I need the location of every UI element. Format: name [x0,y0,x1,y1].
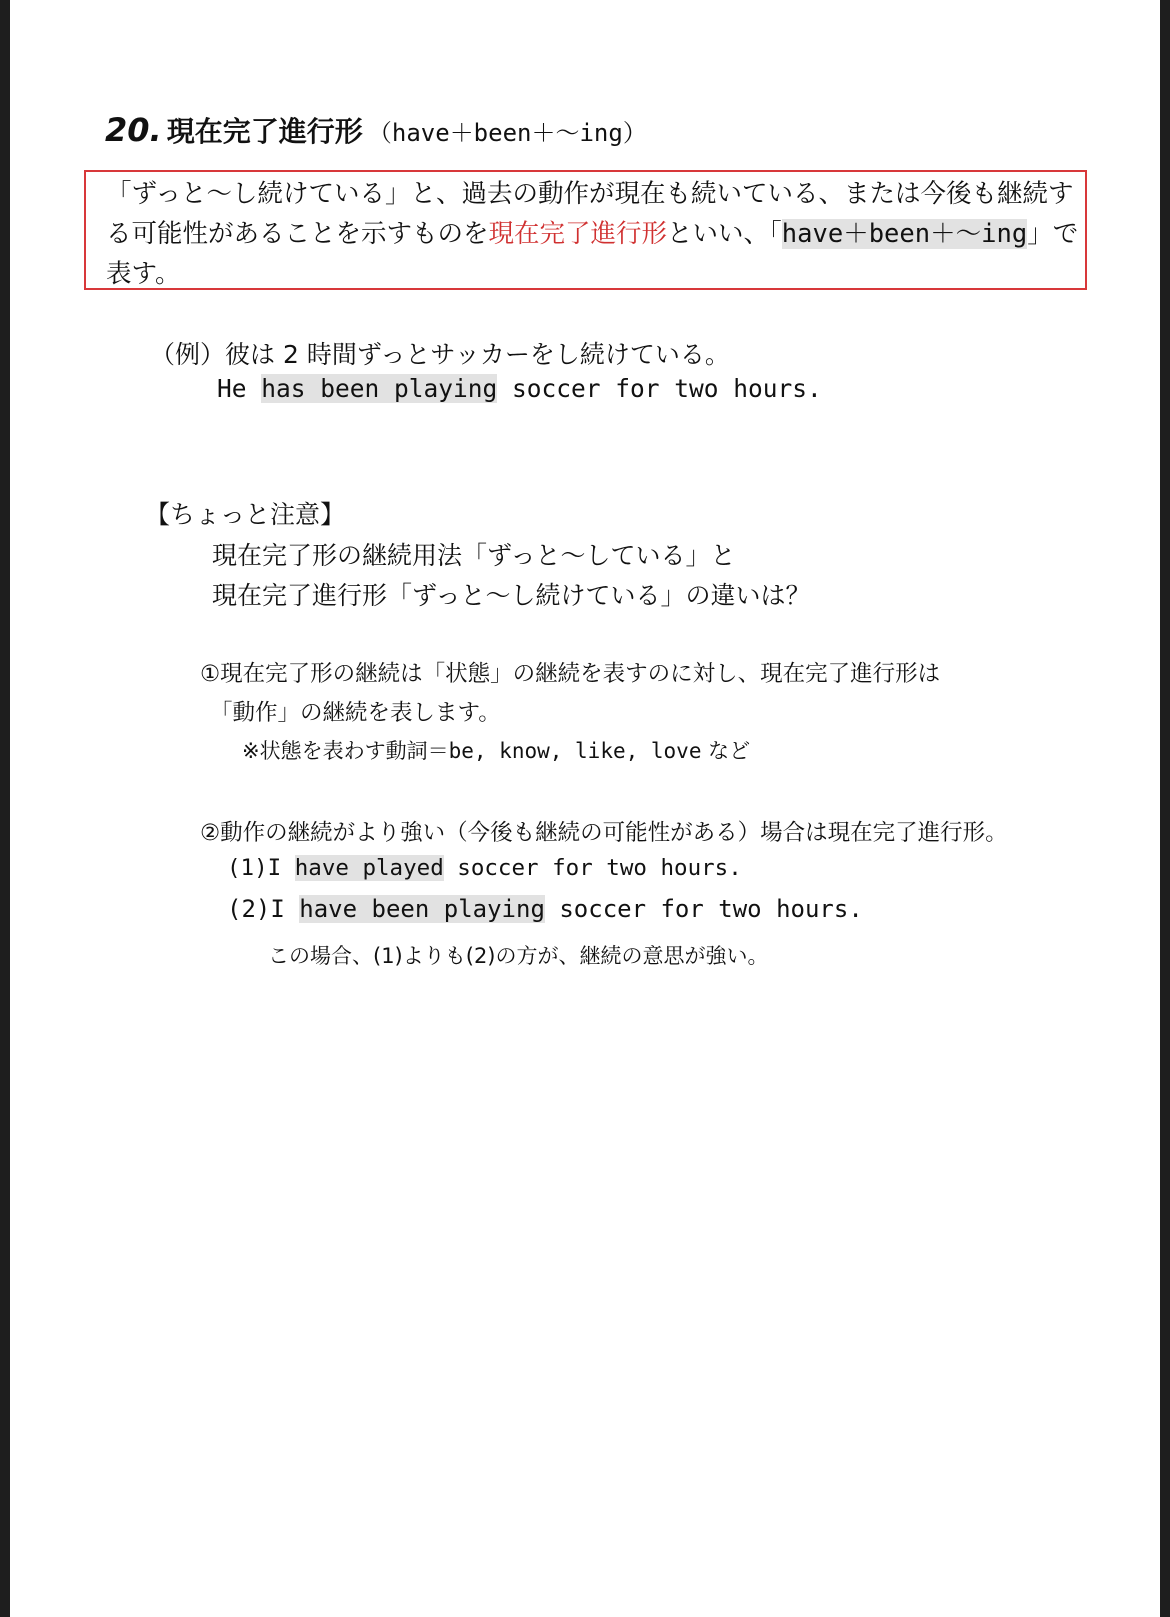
example-en-post: soccer for two hours. [497,374,822,403]
ex1-post: soccer for two hours. [443,855,742,881]
section-number: 20. [105,111,162,149]
caution-line-1: 現在完了形の継続用法「ずっと～している」と [212,541,736,570]
ex1-pre: (1)I [227,855,295,881]
section-title [105,110,647,150]
definition-formula-b: ＋～ing [930,219,1028,249]
definition-text [106,174,1081,294]
point-1-note [242,735,750,765]
example-en-pre: He [217,374,262,403]
section-formula: have＋been＋～ing [391,119,623,147]
example-label: （例） [150,340,226,369]
ex2-pre: (2)I [227,895,300,923]
point-1-line-2: 「動作」の継続を表します。 [210,700,501,726]
point-2-example-2 [227,895,863,923]
point-1-note-pre: ※状態を表わす動詞＝ [242,739,449,763]
ex1-highlight: have played [294,855,444,881]
point-2-line-1: ②動作の継続がより強い（今後も継続の可能性がある）場合は現在完了進行形。 [200,820,1008,846]
caution-heading: 【ちょっと注意】 [145,500,346,529]
section-heading: 現在完了進行形 [166,115,363,148]
point-1-note-verbs: be, know, like, love [448,739,702,763]
point-2-note: この場合、(1)よりも(2)の方が、継続の意思が強い。 [268,944,769,968]
example-english [217,374,822,403]
document-page [10,0,1160,1617]
definition-term: 現在完了進行形 [488,219,668,249]
point-1-note-post: など [701,739,751,763]
point-2-example-1 [227,855,742,881]
formula-paren-open: （ [367,119,392,147]
caution-line-2: 現在完了進行形「ずっと～し続けている」の違いは？ [212,581,811,610]
definition-part-3: 」で表す。 [106,219,1079,289]
example-jp-text: 彼は 2 時間ずっとサッカーをし続けている。 [225,340,730,369]
ex2-post: soccer for two hours. [544,895,863,923]
ex2-highlight: have been playing [299,895,545,923]
definition-part-2: といい、「 [667,219,782,249]
point-1-line-1: ①現在完了形の継続は「状態」の継続を表すのに対し、現在完了進行形は [200,661,941,687]
example-en-highlight: has been playing [261,374,498,403]
example-japanese [150,335,730,371]
formula-paren-close: ） [622,119,647,147]
definition-part-1: 「ずっと～し続けている」と、過去の動作が現在も続いている、または今後も継続する可能性があることを示すものを [106,179,1074,249]
definition-formula-a: have＋been [781,219,931,249]
definition-box [84,170,1087,290]
